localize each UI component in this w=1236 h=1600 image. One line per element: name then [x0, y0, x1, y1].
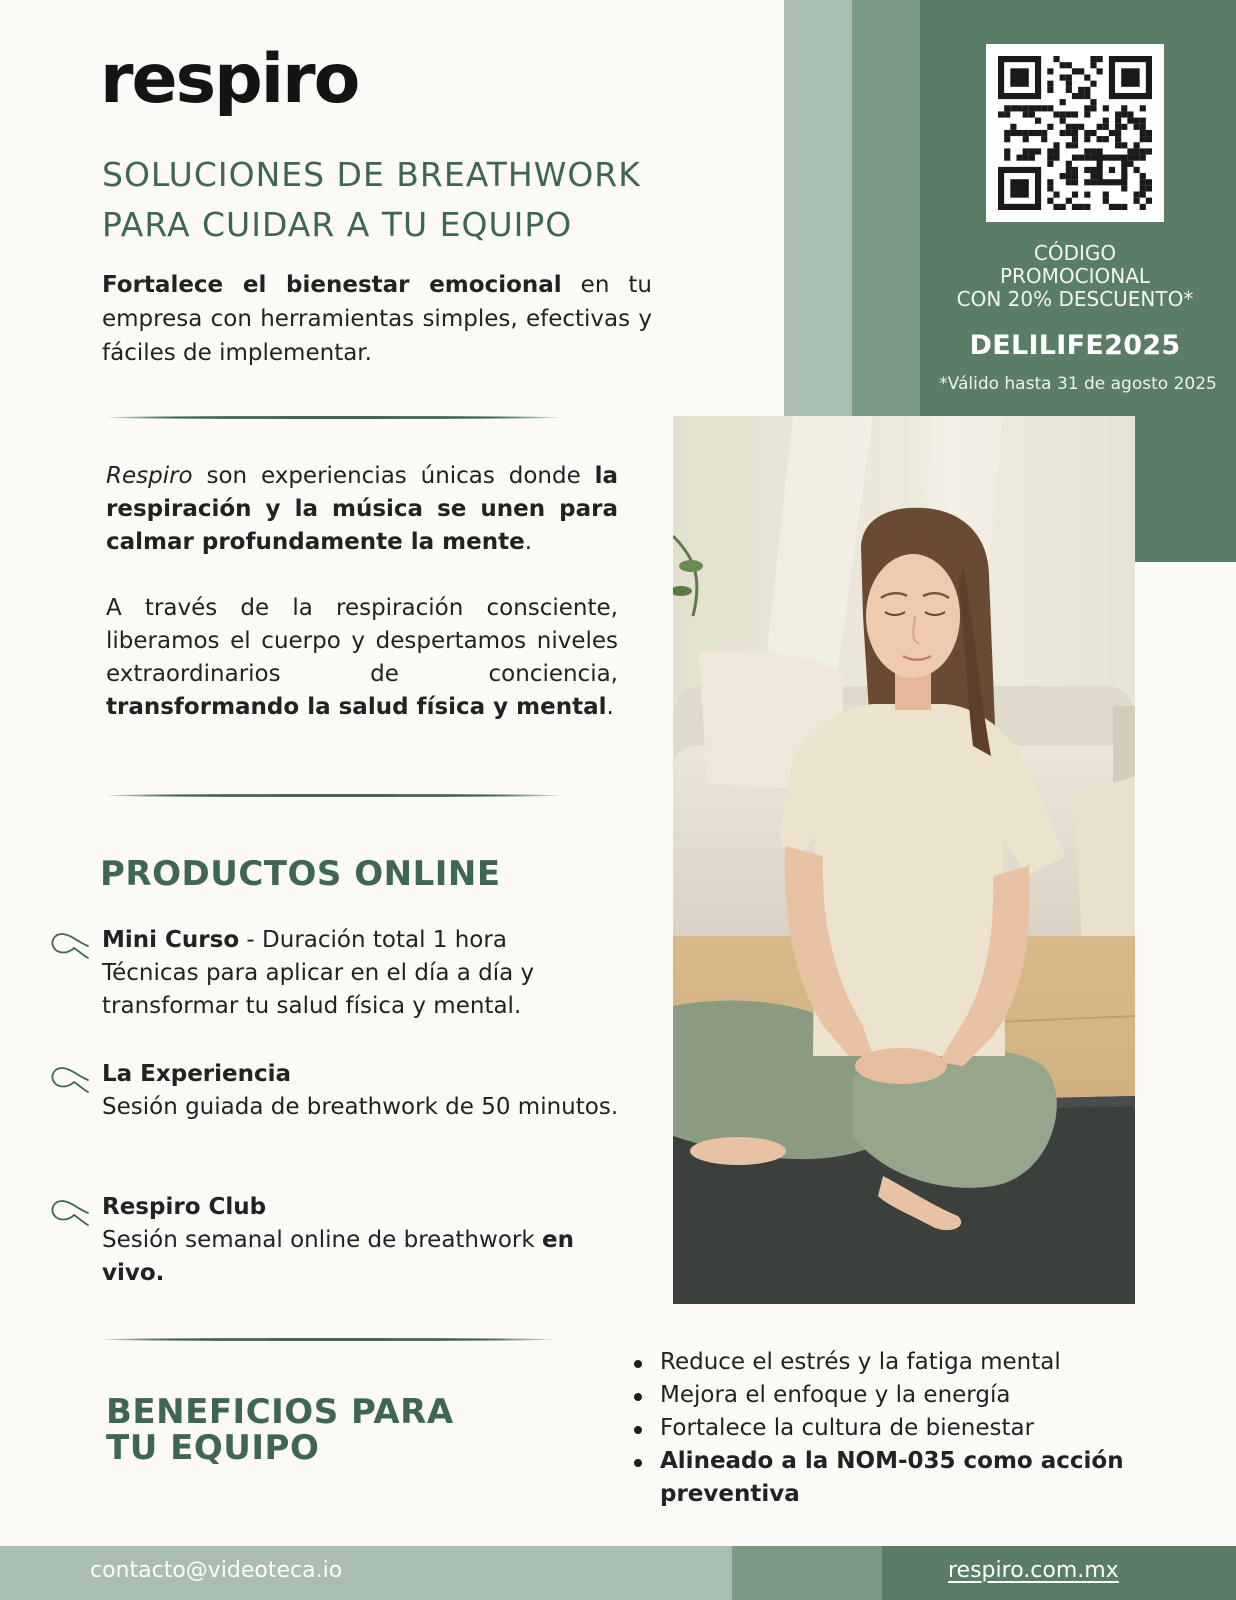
intro-paragraph: [102, 268, 652, 370]
product-desc-bold: en vivo.: [102, 1227, 574, 1286]
benefits-title-line-1: BENEFICIOS PARA: [106, 1392, 454, 1432]
website-link[interactable]: respiro.com.mx: [948, 1558, 1119, 1583]
page-title: [102, 150, 722, 250]
divider: [100, 1338, 554, 1341]
about-bold: la respiración y la música se unen para calmar profundamente la mente: [106, 463, 618, 555]
breath-swirl-icon: [44, 1195, 90, 1231]
meditation-photo: [673, 416, 1135, 1304]
product-text: [102, 1058, 634, 1124]
benefits-list: [632, 1346, 1192, 1511]
promo-label-line-2: PROMOCIONAL: [999, 264, 1151, 288]
product-name: La Experiencia: [102, 1061, 292, 1087]
benefits-title-line-2: TU EQUIPO: [106, 1428, 320, 1468]
breath-swirl-icon: [44, 928, 90, 964]
product-detail: - Duración total 1 hora: [239, 927, 507, 953]
promo-label-line-3: CON 20% DESCUENTO*: [956, 287, 1194, 311]
qr-code[interactable]: [986, 44, 1164, 222]
divider: [106, 416, 560, 419]
decor-stripe-mid: [852, 0, 920, 416]
product-desc: Técnicas para aplicar en el día a día y transformar tu salud física y mental.: [102, 960, 535, 1019]
about-bold: transformando la salud física y mental: [106, 694, 607, 720]
about-text: A través de la respiración consciente, liberamos el cuerpo y despertamos niveles extraordinarios de conciencia,: [106, 595, 618, 687]
about-paragraph-1: [106, 460, 618, 559]
contact-email-link[interactable]: contacto@videoteca.io: [90, 1558, 343, 1583]
promo-code: DELILIFE2025: [969, 330, 1181, 361]
intro-text: en tu empresa con herramientas simples, efectivas y fáciles de implementar.: [102, 272, 652, 366]
qr-code-icon: [998, 56, 1152, 210]
product-item: [44, 1191, 634, 1290]
promo-validity-note: *Válido hasta 31 de agosto 2025: [939, 374, 1217, 394]
product-name: Mini Curso: [102, 927, 240, 953]
product-desc: Sesión semanal online de breathwork: [102, 1227, 542, 1253]
product-text: [102, 1191, 634, 1290]
promo-label-line-1: CÓDIGO: [1033, 241, 1117, 265]
footer-band-mid: [732, 1546, 882, 1600]
benefits-title: [106, 1394, 454, 1466]
title-line-2: PARA CUIDAR A TU EQUIPO: [102, 205, 573, 244]
about-section: [106, 460, 618, 724]
benefit-item: Reduce el estrés y la fatiga mental: [632, 1346, 1192, 1379]
about-period: .: [524, 529, 533, 555]
product-text: [102, 924, 634, 1023]
product-item: [44, 1058, 634, 1124]
about-brand-italic: Respiro: [106, 463, 193, 489]
breath-swirl-icon: [44, 1062, 90, 1098]
about-paragraph-2: [106, 592, 618, 724]
decor-stripe-light: [784, 0, 852, 416]
divider: [106, 794, 560, 797]
product-name: Respiro Club: [102, 1194, 267, 1220]
promo-label: [930, 242, 1220, 311]
benefit-item: Mejora el enfoque y la energía: [632, 1379, 1192, 1412]
title-line-1: SOLUCIONES DE BREATHWORK: [102, 155, 641, 194]
about-period: .: [606, 694, 614, 720]
about-text: son experiencias únicas donde: [192, 463, 595, 489]
products-title: PRODUCTOS ONLINE: [100, 854, 501, 894]
intro-bold: Fortalece el bienestar emocional: [102, 272, 562, 298]
benefit-item: Alineado a la NOM-035 como acción preventiva: [632, 1445, 1192, 1511]
product-item: [44, 924, 634, 1023]
brand-logo: respiro: [100, 40, 359, 119]
product-desc: Sesión guiada de breathwork de 50 minutos.: [102, 1094, 619, 1120]
meditation-illustration: [673, 416, 1135, 1304]
benefit-item: Fortalece la cultura de bienestar: [632, 1412, 1192, 1445]
